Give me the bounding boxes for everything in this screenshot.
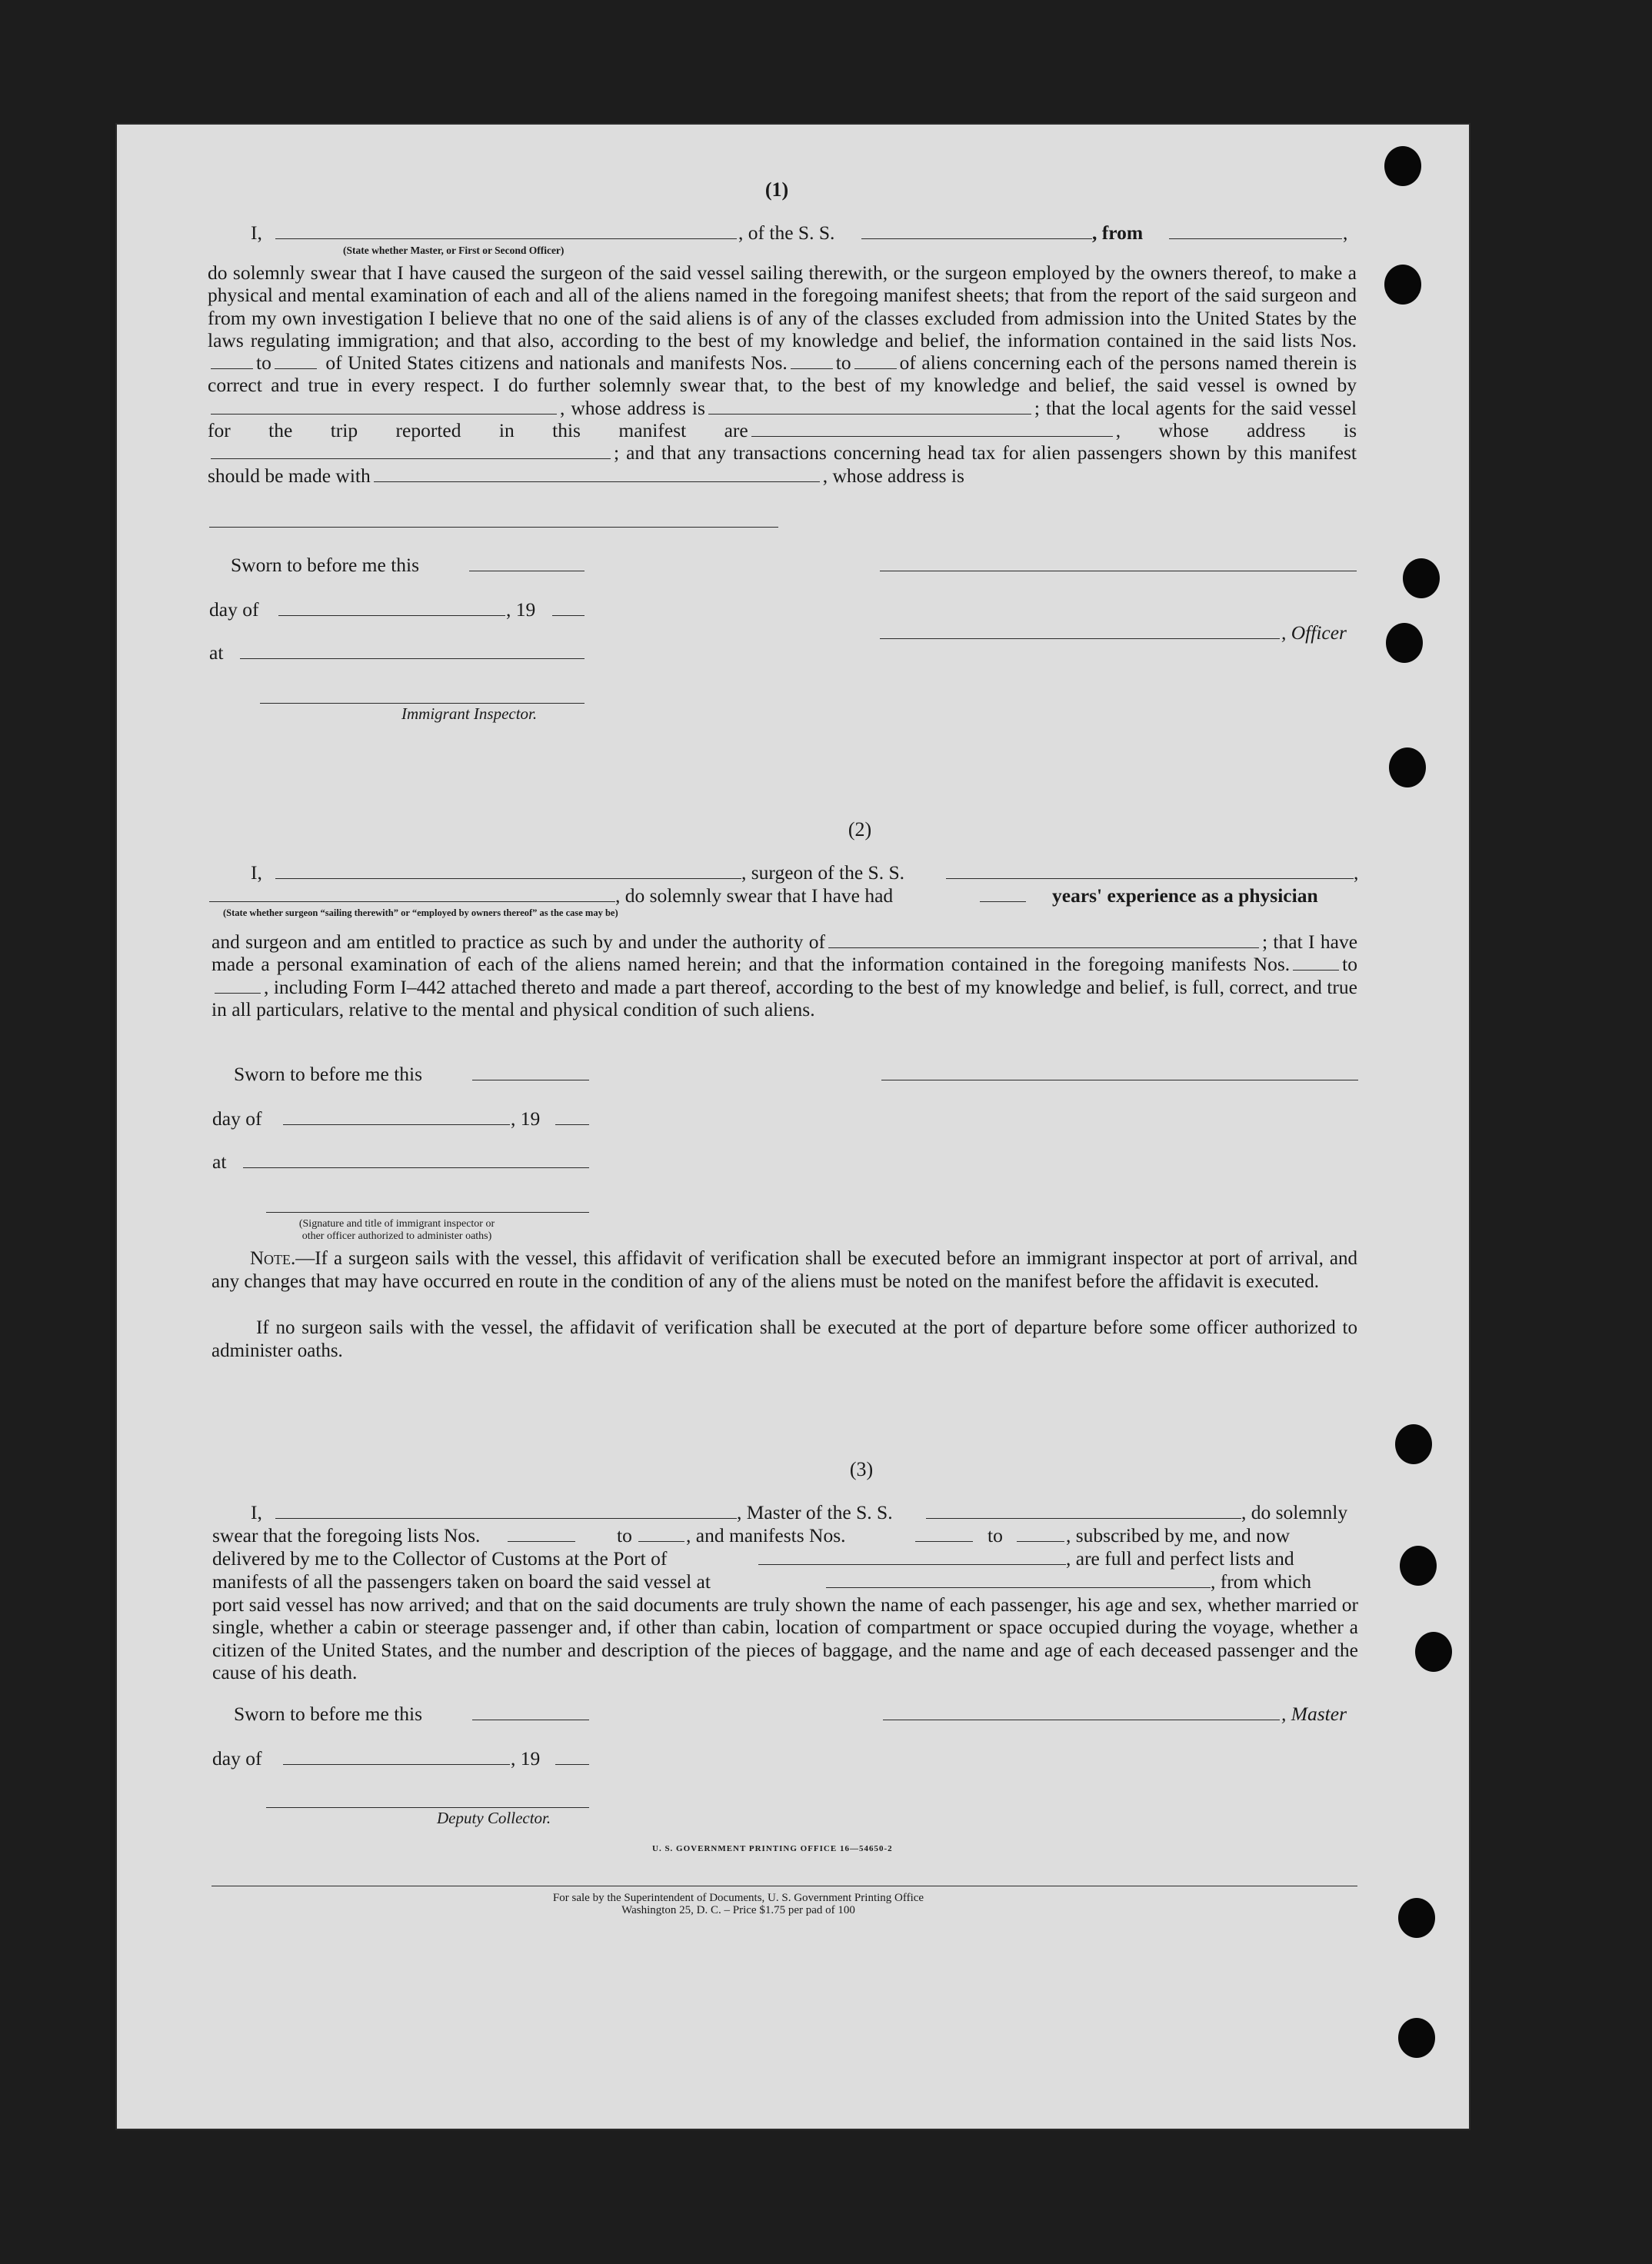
s1-agents-address-line: [211, 458, 611, 459]
binder-hole: [1415, 1632, 1452, 1672]
s3-year-label: , 19: [511, 1747, 541, 1770]
s1-manifest-from-line: [791, 368, 833, 369]
s2-authority-line: [828, 947, 1259, 948]
s1-from-label: , from: [1092, 221, 1144, 244]
s2-i-label: I,: [251, 861, 262, 884]
s2-note-2: If no surgeon sails with the vessel, the affidavit of verification shall be executed at the port of departure before some officer authorized to administer oaths.: [211, 1317, 1357, 1361]
section-3-number: (3): [849, 1458, 874, 1480]
s3-from-which-label: , from which: [1211, 1570, 1312, 1593]
s3-to2-label: to: [988, 1524, 1003, 1547]
binder-hole: [1395, 1424, 1432, 1464]
s2-sworn-label: Sworn to before me this: [234, 1063, 423, 1085]
s1-day-line: [278, 615, 505, 616]
s2-body-a: and surgeon and am entitled to practice as such by and under the authority of: [211, 931, 825, 953]
s3-lists-from-line: [508, 1541, 575, 1542]
s1-from-line: [1169, 238, 1342, 239]
s2-oath-paragraph: [211, 931, 1357, 1020]
s1-inspector-label: Immigrant Inspector.: [401, 704, 538, 723]
s2-manifest-from-line: [1293, 970, 1339, 971]
s2-body-to: to: [1342, 953, 1357, 976]
s1-owner-address-line: [708, 414, 1031, 415]
s1-agents-line: [751, 436, 1113, 437]
s3-port-of-departure-line: [826, 1587, 1211, 1588]
s1-body-to1: to: [256, 351, 271, 375]
form-sheet: [115, 123, 1470, 2130]
s2-surgeon-hint: (State whether surgeon “sailing therewith” or “employed by owners thereof” as the case may be): [223, 907, 618, 918]
s1-officer-line: [275, 238, 737, 239]
binder-hole: [1400, 1546, 1437, 1586]
s3-body-b: delivered by me to the Collector of Customs at the Port of: [212, 1547, 668, 1570]
s1-body-b: of United States citizens and nationals and manifests Nos.: [325, 351, 788, 375]
s1-i-label: I,: [251, 221, 262, 244]
s3-ship-line: [926, 1518, 1241, 1519]
s2-ship-line: [946, 878, 1354, 879]
s1-ship-name-line: [861, 238, 1092, 239]
s3-master-of-label: , Master of the S. S.: [737, 1501, 893, 1523]
s3-to1-label: to: [617, 1524, 632, 1547]
s1-year-label: , 19: [506, 598, 536, 621]
s3-manifest-to-line: [1017, 1541, 1064, 1542]
s1-officer-label: , Officer: [1281, 621, 1347, 644]
s2-years-line: [980, 901, 1026, 902]
s2-years-label: years' experience as a physician: [1052, 884, 1318, 907]
section-2-number: (2): [848, 818, 872, 841]
s1-headtax-line: [374, 481, 820, 482]
sale-notice-1: For sale by the Superintendent of Documents, U. S. Government Printing Office: [552, 1892, 924, 1904]
s2-manifest-to-line: [215, 993, 261, 994]
s3-lists-to-line: [638, 1541, 684, 1542]
s1-of-ss-label: , of the S. S.: [738, 221, 835, 244]
s1-officer-hint: (State whether Master, or First or Second Officer): [343, 245, 565, 256]
s1-body-i: ; and that any transactions concerning head tax for alien passengers shown by this manifest should be made with: [208, 441, 1357, 487]
s1-sworn-label: Sworn to before me this: [231, 554, 420, 576]
binder-hole: [1386, 623, 1423, 663]
binder-hole: [1398, 2018, 1435, 2058]
s1-body-f: that the local agents for the said vessel for the trip reported in this manifest are: [208, 396, 1357, 442]
s2-at-line: [243, 1167, 589, 1168]
s2-year-label: , 19: [511, 1107, 541, 1130]
s1-at-label: at: [209, 641, 224, 664]
binder-hole: [1384, 265, 1421, 305]
s3-master-label: , Master: [1281, 1703, 1347, 1725]
binder-hole: [1389, 747, 1426, 787]
s1-owner-line: [211, 414, 557, 415]
s3-master-name-line: [275, 1518, 737, 1519]
s3-day-line: [283, 1764, 510, 1765]
s2-body-b: ;: [1261, 931, 1268, 953]
s2-signature-hint-2: other officer authorized to administer oaths): [301, 1230, 492, 1242]
s3-port-line: [758, 1564, 1066, 1565]
s1-body-h: whose address is: [1158, 419, 1357, 442]
s3-subscribed-label: , subscribed by me, and now: [1066, 1524, 1291, 1547]
s3-manifest-from-line: [915, 1541, 973, 1542]
s2-inspector-signature-line: [266, 1212, 589, 1213]
s2-signature-hint-1: (Signature and title of immigrant inspector or: [298, 1218, 495, 1230]
s2-line-end: ,: [1354, 861, 1359, 884]
s3-day-of-label: day of: [212, 1747, 262, 1770]
s1-lists-from-line: [211, 368, 253, 369]
s3-full-label: , are full and perfect lists and: [1066, 1547, 1294, 1570]
s1-at-line: [240, 658, 585, 659]
s2-body-c: that I have made a personal examination of each of the aliens named herein; and that the information contained in the foregoing manifests Nos.: [211, 931, 1358, 976]
s3-year-line: [555, 1764, 589, 1765]
sale-notice-2: Washington 25, D. C. – Price $1.75 per pad of 100: [621, 1904, 855, 1916]
s3-solemnly-label: , do solemnly: [1241, 1501, 1348, 1523]
s3-collector-signature-line: [266, 1807, 589, 1808]
s1-body-a: do solemnly swear that I have caused the surgeon of the said vessel sailing therewith, or the surgeon employed by the owners thereof, to make a physical and mental examination of each and all of the aliens named in the foregoing manifest sheets; that from the report of the said surgeon and from my own investigation I believe that no one of the said aliens is of any of the classes excluded from admission into the United States by the laws regulating immigration; and that also, according to the best of my knowledge and belief, the information contained in the said lists Nos.: [208, 261, 1357, 351]
s3-deputy-label: Deputy Collector.: [437, 1809, 551, 1827]
s2-note-1-text: —If a surgeon sails with the vessel, this affidavit of verification shall be executed before an immigrant inspector at port of arrival, and any changes that may have occurred en route in the condition of any of the aliens must be noted on the manifest before the affidavit is executed.: [211, 1248, 1357, 1292]
binder-hole: [1398, 1898, 1435, 1938]
s3-i-label: I,: [251, 1501, 262, 1523]
binder-hole: [1403, 558, 1440, 598]
s1-body-to2: to: [835, 351, 851, 375]
s2-surgeon-of-label: , surgeon of the S. S.: [741, 861, 905, 884]
s3-body-d: port said vessel has now arrived; and that on the said documents are truly shown the name of each passenger, his age and sex, whether married or single, whether a cabin or steerage passenger and, if other than cabin, location of compartment or space occupied during the voyage, whether a citizen of the United States, and the number and description of the pieces of baggage, and the name and age of each deceased passenger and the cause of his death.: [212, 1593, 1358, 1683]
s3-sworn-label: Sworn to before me this: [234, 1703, 423, 1725]
s2-swear-label: , do solemnly swear that I have had: [615, 884, 894, 907]
section-1-number: (1): [764, 178, 789, 201]
s3-manifests-label: , and manifests Nos.: [686, 1524, 846, 1547]
s1-year-line: [552, 615, 585, 616]
s1-officer-title-line: [880, 638, 1280, 639]
s1-body-e: ;: [1034, 396, 1040, 419]
s1-line-end: ,: [1343, 221, 1348, 244]
binder-hole: [1384, 146, 1421, 186]
gpo-imprint: U. S. GOVERNMENT PRINTING OFFICE 16—54650-2: [652, 1844, 893, 1853]
s2-note-1: [211, 1247, 1357, 1293]
s2-surgeon-type-line: [209, 901, 615, 902]
s1-body-g: ,: [1115, 419, 1121, 442]
s1-manifest-to-line: [854, 368, 897, 369]
s2-surgeon-name-line: [275, 878, 741, 879]
s2-note-label: Note.: [250, 1248, 296, 1269]
s2-at-label: at: [212, 1150, 227, 1173]
s1-body-j: , whose address is: [822, 464, 964, 487]
s1-headtax-address-line: [209, 527, 778, 528]
s1-body-c: of aliens concerning each of the persons named therein is correct and true in every respect. I do further solemnly swear that, to the best of my knowledge and belief, the said vessel is owned by: [208, 351, 1357, 397]
sale-notice: [477, 1892, 1000, 1916]
s1-body-d: , whose address is: [560, 396, 705, 419]
s1-oath-paragraph: [208, 261, 1357, 487]
s1-inspector-signature-line: [260, 703, 585, 704]
s1-day-of-label: day of: [209, 598, 259, 621]
s3-body-c: manifests of all the passengers taken on board the said vessel at: [212, 1570, 711, 1593]
s2-body-d: , including Form I–442 attached thereto and made a part thereof, according to the best of my knowledge and belief, is full, correct, and true in all particulars, relative to the mental and physical condition of such aliens.: [211, 975, 1357, 1020]
s2-signature-hint: [266, 1218, 528, 1243]
s2-day-line: [283, 1124, 510, 1125]
s3-body-a: swear that the foregoing lists Nos.: [212, 1524, 481, 1547]
s2-day-of-label: day of: [212, 1107, 262, 1130]
s1-lists-to-line: [275, 368, 317, 369]
s2-year-line: [555, 1124, 589, 1125]
